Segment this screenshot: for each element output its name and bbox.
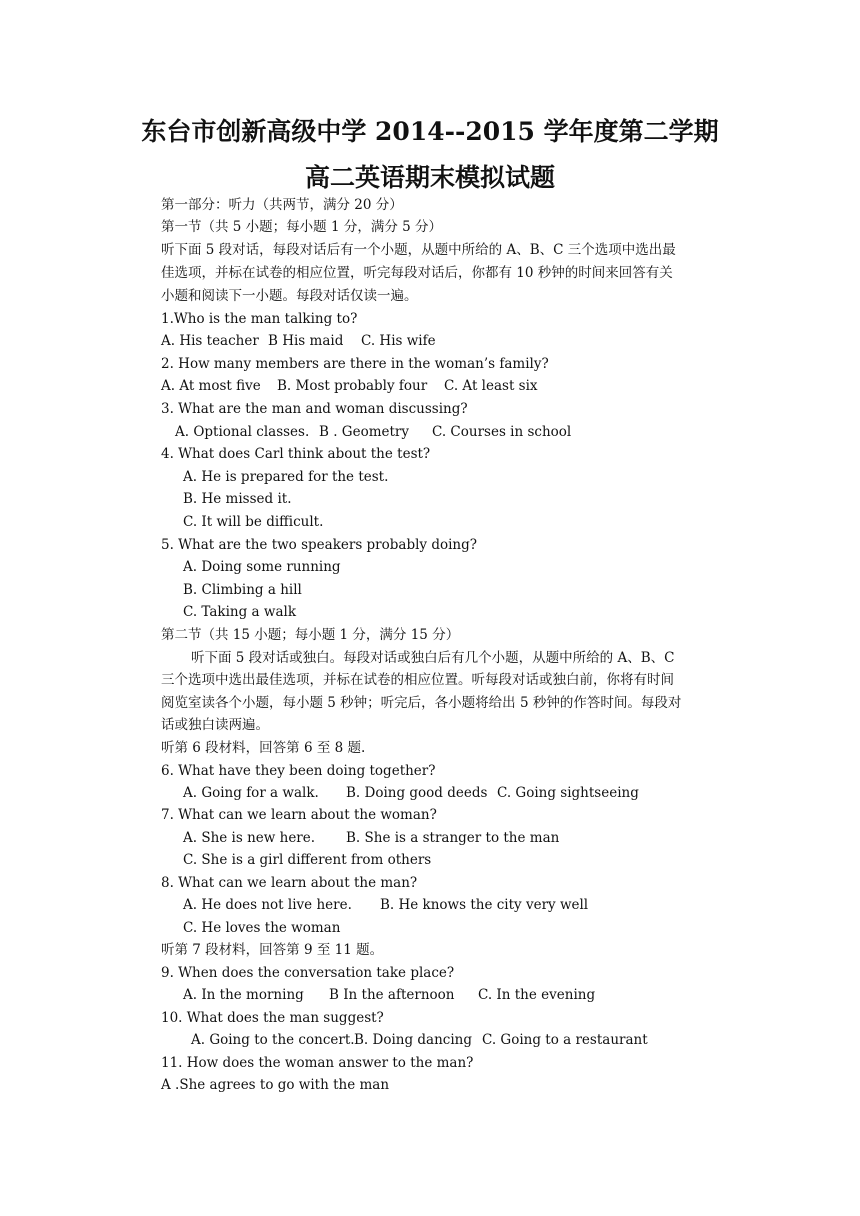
option-a: A. Going for a walk.: [183, 785, 319, 801]
option-c: C. She is a girl different from others: [183, 852, 432, 868]
option-c: C. In the evening: [478, 987, 596, 1003]
section-one-instructions-line: 听下面 5 段对话，每段对话后有一个小题，从题中所给的 A、B、C 三个选项中选出最: [161, 242, 676, 258]
question-options: [161, 330, 731, 352]
option-b: B . Geometry: [319, 424, 409, 440]
section-two-instructions-line: 听下面 5 段对话或独白。每段对话或独白后有几个小题，从题中所给的 A、B、C: [191, 650, 675, 666]
option-c: C. At least six: [444, 378, 538, 394]
option-a: A. Doing some running: [183, 559, 341, 575]
option-c: C. He loves the woman: [183, 920, 341, 936]
option-a: A. At most five: [161, 378, 261, 394]
question-stem: 6. What have they been doing together?: [161, 763, 436, 779]
section-one-header: 第一节（共 5 小题；每小题 1 分，满分 5 分）: [161, 219, 443, 235]
section-two-instructions-line: 三个选项中选出最佳选项，并标在试卷的相应位置。听每段对话或独白前，你将有时间: [161, 672, 674, 688]
option-a: A. Going to the concert.: [191, 1032, 355, 1048]
option-b: B. Most probably four: [277, 378, 428, 394]
option-c: C. His wife: [361, 333, 436, 349]
option-b: B. Doing good deeds: [346, 785, 488, 801]
option-b: B. Climbing a hill: [183, 582, 302, 598]
option-a: A. In the morning: [183, 987, 304, 1003]
section-two-instructions-line: 阅览室读各个小题，每小题 5 秒钟；听完后，各小题将给出 5 秒钟的作答时间。每段对: [161, 695, 682, 711]
question-stem: 1.Who is the man talking to?: [161, 311, 358, 327]
option-a: A. He does not live here.: [183, 897, 352, 913]
section-one-instructions-line: 小题和阅读下一小题。每段对话仅读一遍。: [161, 288, 418, 304]
question-stem: 5. What are the two speakers probably doing?: [161, 537, 477, 553]
option-a: A. His teacher: [161, 333, 259, 349]
option-b: B In the afternoon: [329, 987, 455, 1003]
option-b: B. He knows the city very well: [380, 897, 589, 913]
section-two-header: 第二节（共 15 小题；每小题 1 分，满分 15 分）: [161, 627, 460, 643]
question-options: [183, 984, 753, 1006]
option-b: B. He missed it.: [183, 491, 292, 507]
option-c: C. Going sightseeing: [497, 785, 639, 801]
question-options: [183, 782, 753, 804]
option-c: C. Taking a walk: [183, 604, 297, 620]
option-a: A. Optional classes.: [175, 424, 310, 440]
option-c: C. Going to a restaurant: [482, 1032, 648, 1048]
option-a: A .She agrees to go with the man: [161, 1077, 390, 1093]
question-options: [183, 827, 753, 849]
material-seven-note: 听第 7 段材料，回答第 9 至 11 题。: [161, 942, 384, 958]
option-b: B His maid: [268, 333, 344, 349]
exam-title-subject: 高二英语期末模拟试题: [304, 163, 555, 192]
question-options: [161, 375, 731, 397]
part-one-header: 第一部分：听力（共两节，满分 20 分）: [161, 197, 403, 213]
question-stem: 3. What are the man and woman discussing?: [161, 401, 468, 417]
question-stem: 2. How many members are there in the woman’s family?: [161, 356, 549, 372]
section-one-instructions-line: 佳选项，并标在试卷的相应位置，听完每段对话后，你都有 10 秒钟的时间来回答有关: [161, 265, 673, 281]
option-a: A. She is new here.: [183, 830, 316, 846]
question-stem: 9. When does the conversation take place?: [161, 965, 455, 981]
question-stem: 8. What can we learn about the man?: [161, 875, 418, 891]
question-options: [183, 894, 753, 916]
exam-title-school: 东台市创新高级中学 2014--2015 学年度第二学期: [141, 117, 719, 146]
option-b: B. She is a stranger to the man: [346, 830, 560, 846]
question-stem: 7. What can we learn about the woman?: [161, 807, 437, 823]
option-a: A. He is prepared for the test.: [183, 469, 389, 485]
material-six-note: 听第 6 段材料，回答第 6 至 8 题.: [161, 740, 366, 756]
question-stem: 11. How does the woman answer to the man?: [161, 1055, 474, 1071]
question-stem: 10. What does the man suggest?: [161, 1010, 384, 1026]
question-options: [175, 421, 745, 443]
option-b: B. Doing dancing: [354, 1032, 472, 1048]
option-c: C. It will be difficult.: [183, 514, 324, 530]
question-stem: 4. What does Carl think about the test?: [161, 446, 431, 462]
option-c: C. Courses in school: [432, 424, 572, 440]
section-two-instructions-line: 话或独白读两遍。: [161, 717, 269, 733]
question-options: [191, 1029, 761, 1051]
